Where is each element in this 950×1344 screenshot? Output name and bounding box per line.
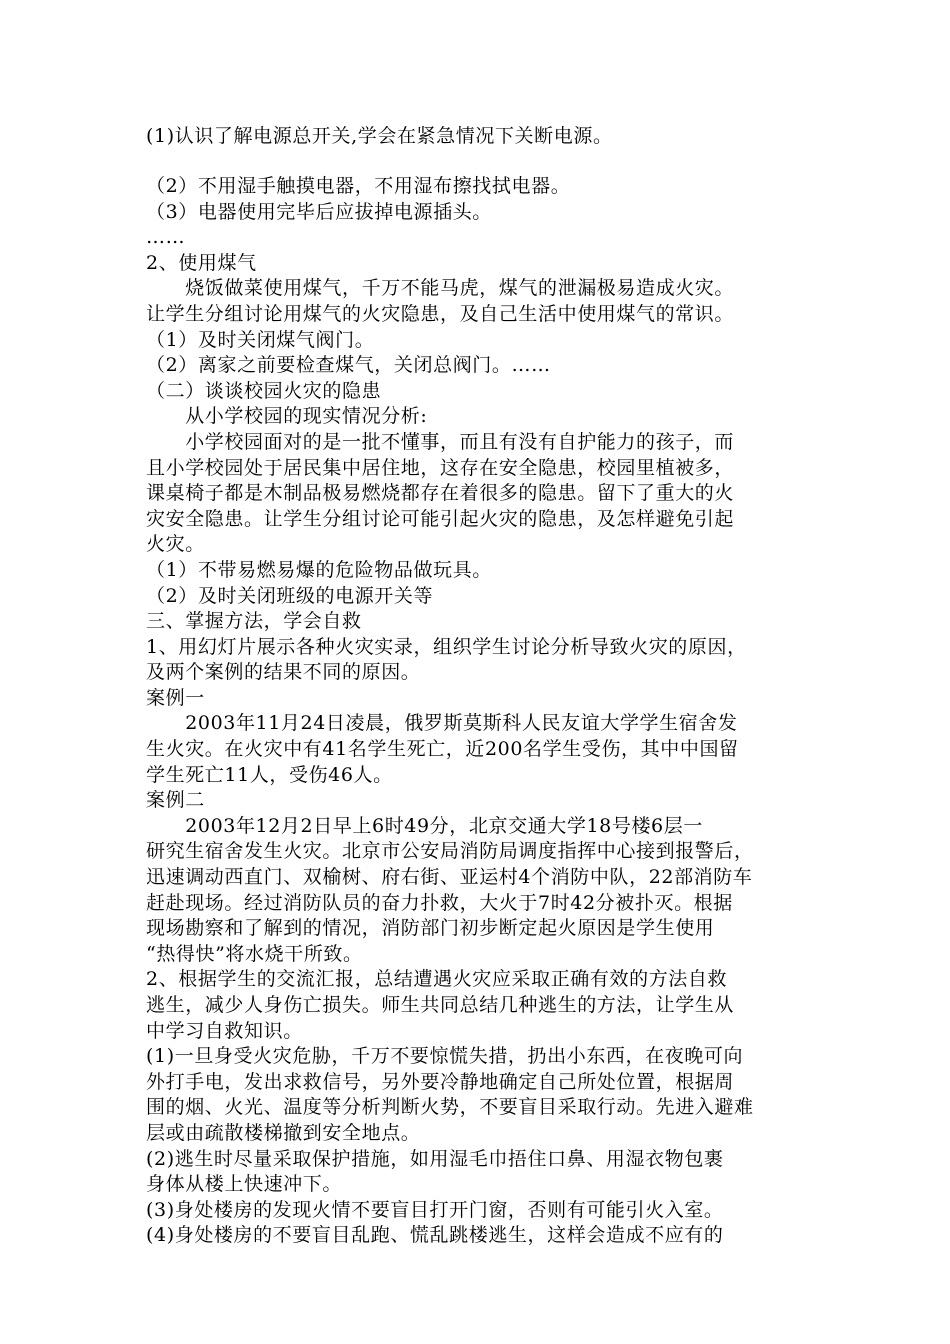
paragraph-line: 逃生，减少人身伤亡损失。师生共同总结几种逃生的方法，让学生从	[146, 994, 735, 1016]
paragraph-line: 灾安全隐患。让学生分组讨论可能引起火灾的隐患，及怎样避免引起	[146, 507, 735, 530]
paragraph-line: 课桌椅子都是木制品极易燃烧都存在着很多的隐患。留下了重大的火	[146, 482, 735, 505]
paragraph-line: 1、用幻灯片展示各种火灾实录，组织学生讨论分析导致火灾的原因，	[146, 635, 747, 658]
paragraph-line: 现场勘察和了解到的情况，消防部门初步断定起火原因是学生使用	[146, 917, 715, 940]
paragraph-line: 层或由疏散楼梯撤到安全地点。	[146, 1121, 421, 1144]
paragraph-line: 身体从楼上快速冲下。	[146, 1173, 343, 1196]
paragraph-line: 小学校园面对的是一批不懂事，而且有没有自护能力的孩子，而	[146, 430, 735, 453]
paragraph-line: 外打手电，发出求救信号，另外要冷静地确定自己所处位置，根据周	[146, 1070, 735, 1093]
section-heading: 2、使用煤气	[146, 251, 257, 274]
paragraph-line: （2）不用湿手触摸电器，不用湿布擦找拭电器。	[146, 175, 571, 197]
paragraph-line: “热得快”将水烧干所致。	[146, 942, 363, 965]
paragraph-line: 烧饭做菜使用煤气，千万不能马虎，煤气的泄漏极易造成火灾。	[146, 277, 735, 300]
section-heading: （二）谈谈校园火灾的隐患	[146, 379, 382, 402]
paragraph-line: 研究生宿舍发生火灾。北京市公安局消防局调度指挥中心接到报警后，	[146, 840, 754, 863]
paragraph-line: 且小学校园处于居民集中居住地，这存在安全隐患，校园里植被多，	[146, 456, 735, 479]
paragraph-line: 火灾。	[146, 533, 205, 556]
paragraph-line: （1）不带易燃易爆的危险物品做玩具。	[146, 558, 492, 581]
case-heading: 案例二	[146, 789, 205, 812]
paragraph-line: 让学生分组讨论用煤气的火灾隐患，及自己生活中使用煤气的常识。	[146, 302, 735, 325]
paragraph-line: 中学习自救知识。	[146, 1019, 303, 1042]
paragraph-line: (3)身处楼房的发现火情不要盲目打开门窗，否则有可能引火入室。	[146, 1198, 724, 1221]
paragraph-line: 围的烟、火光、温度等分析判断火势，不要盲目采取行动。先进入避难	[146, 1096, 754, 1119]
paragraph-line: 2、根据学生的交流汇报，总结遭遇火灾应采取正确有效的方法自救	[146, 968, 728, 991]
line-text: (1)认识了解电源总开关,学会在紧急情况下关断电源。	[146, 125, 613, 147]
section-heading: 三、掌握方法，学会自救	[146, 610, 362, 633]
document-body	[146, 124, 810, 1249]
paragraph-line: （2）及时关闭班级的电源开关等	[146, 584, 434, 607]
paragraph-line: ……	[146, 226, 186, 249]
paragraph-line: 从小学校园的现实情况分析:	[146, 405, 428, 428]
case-heading: 案例一	[146, 686, 205, 709]
paragraph-line: (4)身处楼房的不要盲目乱跑、慌乱跳楼逃生，这样会造成不应有的	[146, 1224, 724, 1247]
paragraph-line: 及两个案例的结果不同的原因。	[146, 661, 421, 684]
paragraph-line: (1)一旦身受火灾危胁，千万不要惊慌失措，扔出小东西，在夜晚可向	[146, 1045, 744, 1068]
paragraph-line: （3）电器使用完毕后应拔掉电源插头。	[146, 200, 492, 223]
paragraph-line	[146, 124, 810, 174]
paragraph-line: (2)逃生时尽量采取保护措施，如用湿毛巾捂住口鼻、用湿衣物包裹	[146, 1147, 724, 1170]
paragraph-line: 学生死亡11人，受伤46人。	[146, 763, 393, 786]
paragraph-line: 赶赴现场。经过消防队员的奋力扑救，大火于7时42分被扑灭。根据	[146, 891, 733, 914]
paragraph-line: 迅速调动西直门、双榆树、府右街、亚运村4个消防中队，22部消防车	[146, 866, 753, 889]
paragraph-line: 生火灾。在火灾中有41名学生死亡，近200名学生受伤，其中中国留	[146, 738, 739, 761]
paragraph-line: 2003年11月24日凌晨，俄罗斯莫斯科人民友谊大学学生宿舍发	[146, 712, 738, 735]
paragraph-line: 2003年12月2日早上6时49分，北京交通大学18号楼6层一	[146, 814, 703, 837]
paragraph-line: （1）及时关闭煤气阀门。	[146, 328, 375, 351]
paragraph-line: （2）离家之前要检查煤气，关闭总阀门。……	[146, 354, 551, 377]
